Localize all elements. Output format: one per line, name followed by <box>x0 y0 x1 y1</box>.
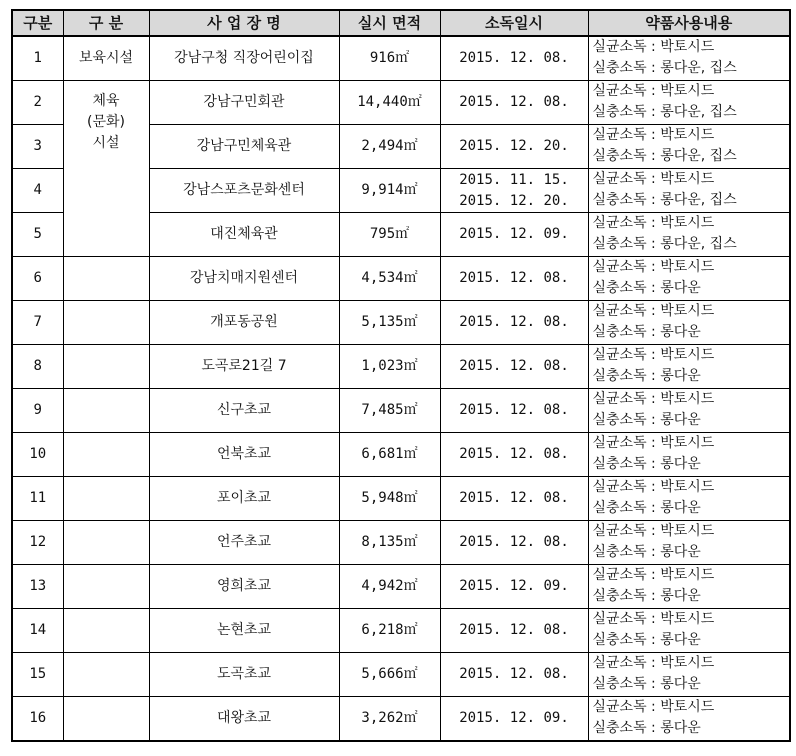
chemicals-used <box>588 301 790 345</box>
table-body <box>12 36 790 741</box>
date-line: 2015. 12. 09. <box>459 226 569 242</box>
date-line: 2015. 11. 15. <box>459 171 569 188</box>
area: 5,948㎡ <box>339 477 440 521</box>
chemical-line: 실충소독 : 롱다운 <box>592 632 701 648</box>
disinfection-date <box>440 257 588 301</box>
site-name: 강남구민회관 <box>149 81 339 125</box>
chemicals-used <box>588 81 790 125</box>
chemical-line: 실충소독 : 롱다운 <box>592 588 701 604</box>
date-line: 2015. 12. 08. <box>459 402 569 418</box>
chemical-line: 실균소독 : 박토시드 <box>592 83 715 99</box>
category-empty <box>63 433 149 477</box>
disinfection-table <box>11 9 791 742</box>
row-number: 6 <box>12 257 63 301</box>
category-empty <box>63 301 149 345</box>
date-line: 2015. 12. 08. <box>459 358 569 374</box>
chemical-line: 실충소독 : 롱다운 <box>592 544 701 560</box>
category-childcare: 보육시설 <box>63 36 149 81</box>
chemical-line: 실균소독 : 박토시드 <box>592 347 715 363</box>
chemical-line: 실균소독 : 박토시드 <box>592 435 715 451</box>
chemical-line: 실충소독 : 롱다운 <box>592 368 701 384</box>
date-line: 2015. 12. 08. <box>459 666 569 682</box>
chemical-line: 실균소독 : 박토시드 <box>592 39 715 55</box>
area: 5,666㎡ <box>339 653 440 697</box>
chemical-line: 실균소독 : 박토시드 <box>592 567 715 583</box>
table-row <box>12 521 790 565</box>
chemicals-used <box>588 389 790 433</box>
site-name: 논현초교 <box>149 609 339 653</box>
row-number: 11 <box>12 477 63 521</box>
disinfection-date <box>440 565 588 609</box>
chemical-line: 실균소독 : 박토시드 <box>592 127 715 143</box>
disinfection-date <box>440 653 588 697</box>
site-name: 강남구청 직장어린이집 <box>149 36 339 81</box>
disinfection-date <box>440 169 588 213</box>
disinfection-date <box>440 125 588 169</box>
table-row <box>12 433 790 477</box>
chemicals-used <box>588 697 790 742</box>
chemical-line: 실충소독 : 롱다운 <box>592 280 701 296</box>
chemical-line: 실충소독 : 롱다운 <box>592 412 701 428</box>
area: 1,023㎡ <box>339 345 440 389</box>
chemical-line: 실충소독 : 롱다운 <box>592 676 701 692</box>
row-number: 3 <box>12 125 63 169</box>
row-number: 15 <box>12 653 63 697</box>
site-name: 개포동공원 <box>149 301 339 345</box>
area: 5,135㎡ <box>339 301 440 345</box>
date-line: 2015. 12. 08. <box>459 622 569 638</box>
area: 9,914㎡ <box>339 169 440 213</box>
chemicals-used <box>588 36 790 81</box>
table-row <box>12 301 790 345</box>
site-name: 강남스포츠문화센터 <box>149 169 339 213</box>
chemicals-used <box>588 213 790 257</box>
site-name: 대왕초교 <box>149 697 339 742</box>
row-number: 9 <box>12 389 63 433</box>
row-number: 13 <box>12 565 63 609</box>
header-date: 소독일시 <box>440 10 588 36</box>
site-name: 강남구민체육관 <box>149 125 339 169</box>
disinfection-date <box>440 521 588 565</box>
area: 795㎡ <box>339 213 440 257</box>
chemical-line: 실균소독 : 박토시드 <box>592 215 715 231</box>
date-line: 2015. 12. 20. <box>459 192 569 209</box>
date-line: 2015. 12. 08. <box>459 314 569 330</box>
date-line: 2015. 12. 09. <box>459 578 569 594</box>
category-sports-line: 체육 <box>92 93 120 109</box>
header-area: 실시 면적 <box>339 10 440 36</box>
disinfection-date <box>440 609 588 653</box>
site-name: 도곡로21길 7 <box>149 345 339 389</box>
date-line: 2015. 12. 08. <box>459 446 569 462</box>
chemical-line: 실균소독 : 박토시드 <box>592 391 715 407</box>
header-no: 구분 <box>12 10 63 36</box>
category-sports-line: 시설 <box>92 135 120 151</box>
chemical-line: 실균소독 : 박토시드 <box>592 303 715 319</box>
site-name: 언북초교 <box>149 433 339 477</box>
row-number: 14 <box>12 609 63 653</box>
chemicals-used <box>588 477 790 521</box>
area: 3,262㎡ <box>339 697 440 742</box>
disinfection-date <box>440 389 588 433</box>
table-row <box>12 653 790 697</box>
category-empty <box>63 477 149 521</box>
table-header <box>12 10 790 36</box>
area: 916㎡ <box>339 36 440 81</box>
table-row <box>12 257 790 301</box>
disinfection-date <box>440 345 588 389</box>
site-name: 영희초교 <box>149 565 339 609</box>
area: 2,494㎡ <box>339 125 440 169</box>
chemical-line: 실충소독 : 롱다운 <box>592 324 701 340</box>
table-row <box>12 389 790 433</box>
disinfection-date <box>440 477 588 521</box>
disinfection-date <box>440 697 588 742</box>
category-empty <box>63 697 149 742</box>
area: 6,218㎡ <box>339 609 440 653</box>
site-name: 도곡초교 <box>149 653 339 697</box>
area: 7,485㎡ <box>339 389 440 433</box>
chemical-line: 실충소독 : 롱다운, 집스 <box>592 60 737 76</box>
table-row <box>12 345 790 389</box>
date-line: 2015. 12. 08. <box>459 94 569 110</box>
chemicals-used <box>588 433 790 477</box>
row-number: 12 <box>12 521 63 565</box>
row-number: 4 <box>12 169 63 213</box>
chemicals-used <box>588 125 790 169</box>
site-name: 언주초교 <box>149 521 339 565</box>
table-row <box>12 697 790 742</box>
chemicals-used <box>588 169 790 213</box>
chemical-line: 실충소독 : 롱다운, 집스 <box>592 104 737 120</box>
disinfection-date <box>440 81 588 125</box>
disinfection-date <box>440 301 588 345</box>
date-line: 2015. 12. 08. <box>459 50 569 66</box>
chemical-line: 실충소독 : 롱다운, 집스 <box>592 192 737 208</box>
category-empty <box>63 653 149 697</box>
header-chemicals: 약품사용내용 <box>588 10 790 36</box>
site-name: 포이초교 <box>149 477 339 521</box>
disinfection-date <box>440 433 588 477</box>
chemicals-used <box>588 653 790 697</box>
area: 4,942㎡ <box>339 565 440 609</box>
chemicals-used <box>588 609 790 653</box>
chemical-line: 실균소독 : 박토시드 <box>592 699 715 715</box>
row-number: 10 <box>12 433 63 477</box>
chemical-line: 실충소독 : 롱다운 <box>592 500 701 516</box>
area: 14,440㎡ <box>339 81 440 125</box>
table-row <box>12 477 790 521</box>
row-number: 2 <box>12 81 63 125</box>
row-number: 8 <box>12 345 63 389</box>
category-empty <box>63 609 149 653</box>
chemical-line: 실균소독 : 박토시드 <box>592 479 715 495</box>
chemical-line: 실충소독 : 롱다운 <box>592 720 701 736</box>
category-sports-line: (문화) <box>87 114 125 130</box>
chemical-line: 실충소독 : 롱다운, 집스 <box>592 148 737 164</box>
table-row <box>12 609 790 653</box>
table-row <box>12 565 790 609</box>
category-empty <box>63 565 149 609</box>
chemical-line: 실균소독 : 박토시드 <box>592 523 715 539</box>
chemicals-used <box>588 257 790 301</box>
disinfection-table-container <box>11 9 791 742</box>
chemical-line: 실충소독 : 롱다운 <box>592 456 701 472</box>
row-number: 1 <box>12 36 63 81</box>
category-empty <box>63 389 149 433</box>
date-line: 2015. 12. 20. <box>459 138 569 154</box>
disinfection-date <box>440 36 588 81</box>
chemicals-used <box>588 521 790 565</box>
table-row <box>12 81 790 125</box>
site-name: 대진체육관 <box>149 213 339 257</box>
chemical-line: 실충소독 : 롱다운, 집스 <box>592 236 737 252</box>
chemicals-used <box>588 565 790 609</box>
site-name: 신구초교 <box>149 389 339 433</box>
category-empty <box>63 257 149 301</box>
chemical-line: 실균소독 : 박토시드 <box>592 611 715 627</box>
category-empty <box>63 345 149 389</box>
header-site-name: 사 업 장 명 <box>149 10 339 36</box>
disinfection-date <box>440 213 588 257</box>
chemicals-used <box>588 345 790 389</box>
chemical-line: 실균소독 : 박토시드 <box>592 259 715 275</box>
area: 4,534㎡ <box>339 257 440 301</box>
category-empty <box>63 521 149 565</box>
area: 8,135㎡ <box>339 521 440 565</box>
row-number: 7 <box>12 301 63 345</box>
header-category: 구 분 <box>63 10 149 36</box>
category-sports <box>63 81 149 257</box>
table-row <box>12 36 790 81</box>
date-line: 2015. 12. 08. <box>459 270 569 286</box>
chemical-line: 실균소독 : 박토시드 <box>592 655 715 671</box>
site-name: 강남치매지원센터 <box>149 257 339 301</box>
row-number: 16 <box>12 697 63 742</box>
area: 6,681㎡ <box>339 433 440 477</box>
chemical-line: 실균소독 : 박토시드 <box>592 171 715 187</box>
row-number: 5 <box>12 213 63 257</box>
header-row <box>12 10 790 36</box>
date-line: 2015. 12. 08. <box>459 490 569 506</box>
date-line: 2015. 12. 09. <box>459 710 569 726</box>
date-line: 2015. 12. 08. <box>459 534 569 550</box>
